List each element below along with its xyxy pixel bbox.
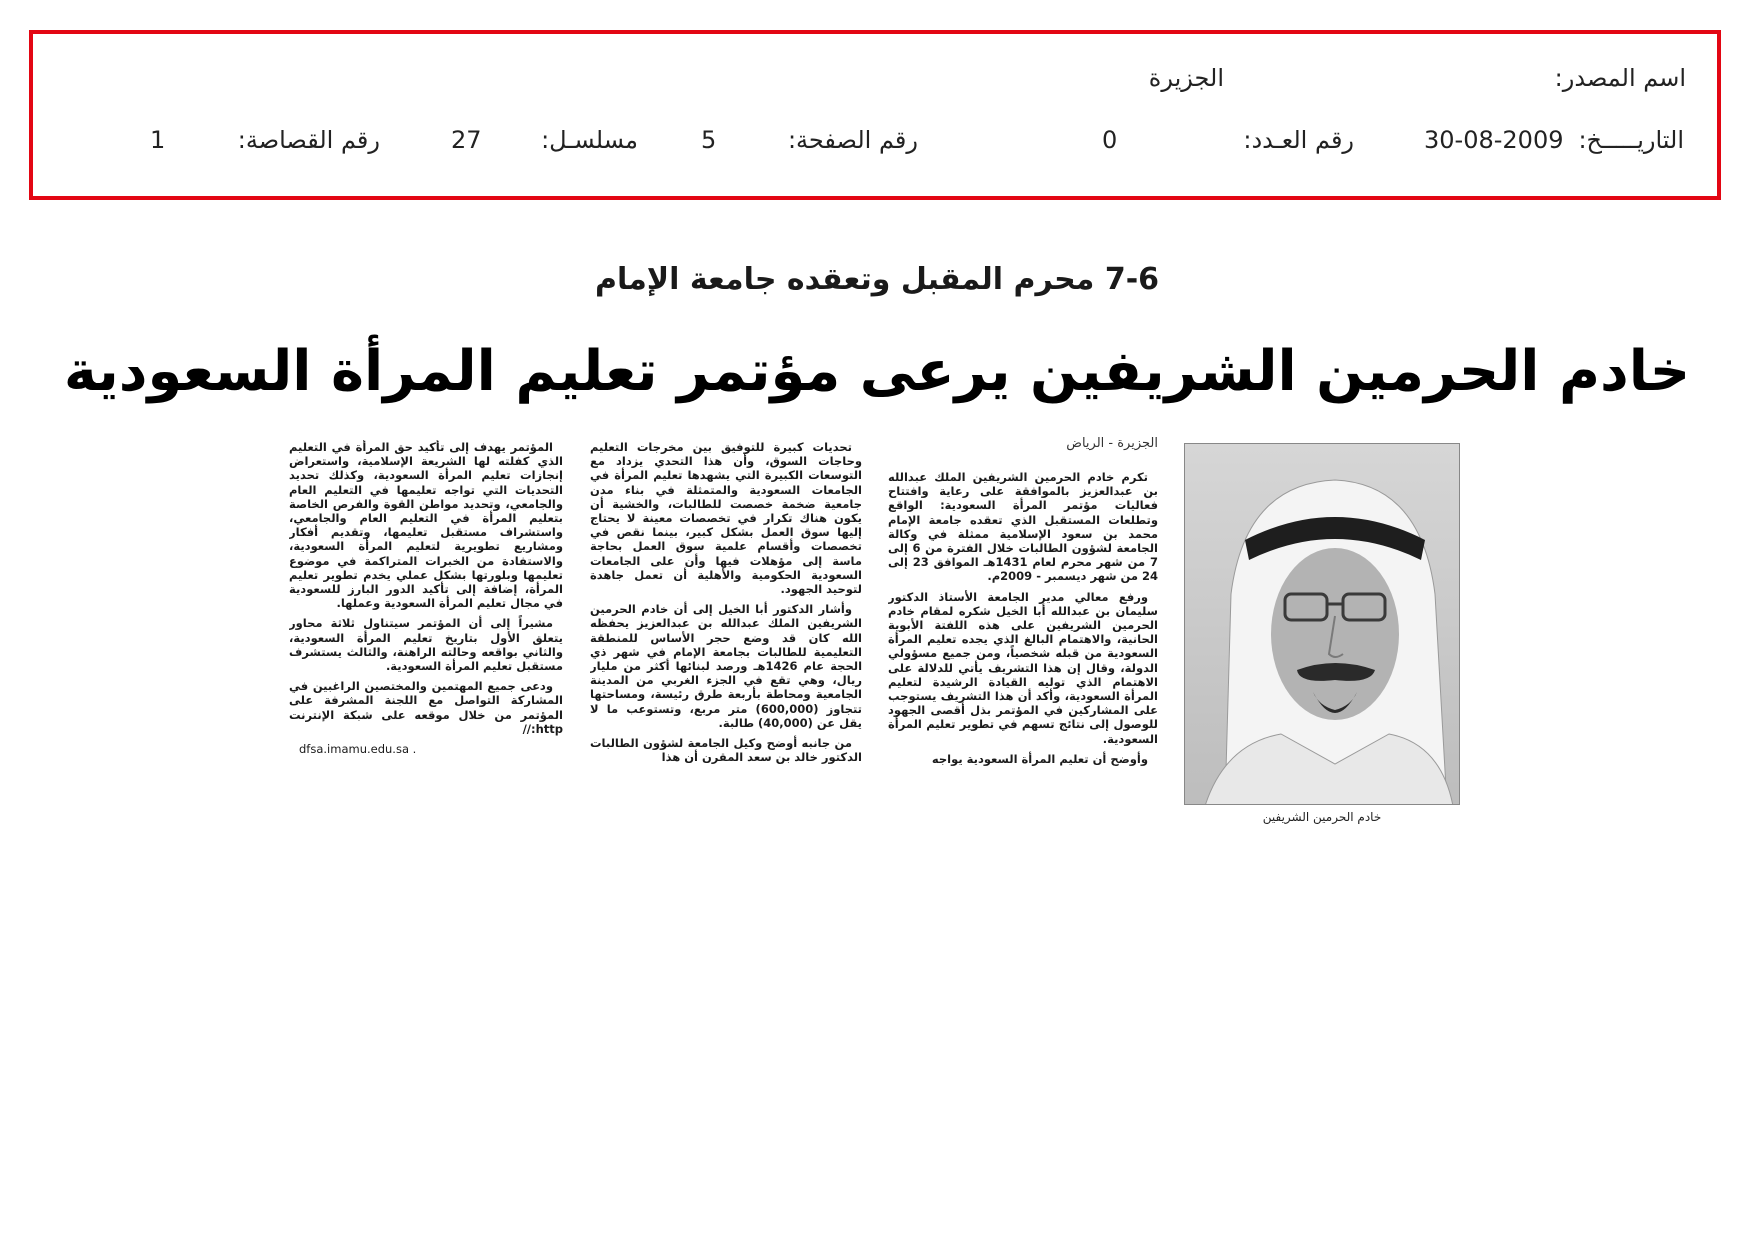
column-3-paragraph: مشيراً إلى أن المؤتمر سيتناول ثلاثة محاور يتعلق الأول بتاريخ تعليم المرأة السعودية، والثاني بواقعه وحالته الراهنة، والثالث يستشرف مستقبل تعليم المرأة السعودية. — [289, 616, 563, 674]
metadata-box — [29, 30, 1721, 200]
date-value: 30-08-2009 — [1424, 126, 1564, 154]
portrait-photo — [1184, 443, 1460, 805]
photo-caption: خادم الحرمين الشريفين — [1262, 810, 1382, 824]
source-label: اسم المصدر: — [1554, 64, 1686, 92]
article-byline: الجزيرة - الرياض — [1066, 436, 1158, 451]
article-column-3 — [289, 440, 563, 822]
article-column-2 — [590, 440, 862, 822]
column-3-paragraph: ودعى جميع المهتمين والمختصين الراغبين في المشاركة التواصل مع اللجنة المشرفة على المؤتمر من خلال موقعه على شبكة الإنترنت http:// — [289, 679, 563, 736]
issue-label: رقم العـدد: — [1243, 126, 1354, 154]
issue-value: 0 — [1102, 126, 1118, 154]
date-label: التاريـــــخ: — [1578, 126, 1684, 154]
article-kicker: 7-6 محرم المقبل وتعقده جامعة الإمام — [594, 262, 1160, 297]
column-3-paragraph: المؤتمر يهدف إلى تأكيد حق المرأة في التعليم الذي كفلته لها الشريعة الإسلامية، واستعراض إنجازات تعليم المرأة السعودية، وكذلك تحديد التحديات التي تواجه تعليمها في التعليم العام والجامعي، وتحديد مواطن القوة والفرص الخاصة بتعليم المرأة في التعليم العام والجامعي، واستشراف مستقبل تعليمها، وتقديم أفكار ومشاريع تطويرية لتعليم المرأة السعودية، والاستفادة من الخبرات المتراكمة في موضوع تعليمها وبلورتها بشكل عملي يخدم تطوير تعليم المرأة، إضافة إلى تأكيد الدور البارز للسعودية في مجال تعليم المرأة السعودية وعملها. — [289, 440, 563, 611]
column-1-paragraph: ورفع معالي مدير الجامعة الأستاذ الدكتور سليمان بن عبدالله أبا الخيل شكره لمقام خادم الحرمين الشريفين على هذه اللفتة الأبوية الحانية، والاهتمام البالغ الذي يجده تعليم المرأة السعودية من قبله شخصياً، ومن جميع مسؤولي الدولة، وقال إن هذا التشريف يأتي للدلالة على الاهتمام الذي توليه القيادة الرشيدة لتعليم المرأة السعودية، وأكد أن هذا التشريف يستوجب على المشاركين في المؤتمر بذل أقصى الجهود للوصول إلى نتائج تسهم في تطوير تعليم المرأة السعودية. — [888, 589, 1158, 746]
clip-label: رقم القصاصة: — [237, 126, 380, 154]
page-value: 5 — [701, 126, 717, 154]
article-headline: خادم الحرمين الشريفين يرعى مؤتمر تعليم المرأة السعودية — [63, 339, 1691, 404]
column-2-paragraph: تحديات كبيرة للتوفيق بين مخرجات التعليم وحاجات السوق، وأن هذا التحدي يزداد مع التوسعات الكبيرة التي يشهدها تعليم المرأة في الجامعات السعودية والمتمثلة في بناء مدن جامعية ضخمة خصصت للطالبات، والخشية أن يكون هناك تكرار في تخصصات معينة لا يحتاج إليها سوق العمل بشكل كبير، بينما نقص في تخصصات وأقسام علمية سوق العمل بحاجة ماسة إلى مؤهلات فيها وأن على الجامعات السعودية الحكومية والأهلية أن تعمل جاهدة لتوحيد الجهود. — [590, 440, 862, 597]
portrait-illustration — [1185, 444, 1460, 805]
serial-value: 27 — [451, 126, 482, 154]
column-1-paragraph: تكرم خادم الحرمين الشريفين الملك عبدالله بن عبدالعزيز بالموافقة على رعاية وافتتاح فعاليات مؤتمر المرأة السعودية: الواقع وتطلعات المستقبل الذي تعقده جامعة الإمام محمد بن سعود الإسلامية ممثلة في وكالة الجامعة لشؤون الطالبات خلال الفترة من 6 إلى 7 من شهر محرم لعام 1431هـ الموافق 23 إلى 24 من شهر ديسمبر - 2009م. — [888, 470, 1158, 584]
page-label: رقم الصفحة: — [787, 126, 918, 154]
clip-value: 1 — [150, 126, 166, 154]
column-2-paragraph: من جانبه أوضح وكيل الجامعة لشؤون الطالبات الدكتور خالد بن سعد المقرن أن هذا — [590, 736, 862, 765]
conference-url: dfsa.imamu.edu.sa . — [299, 742, 417, 757]
column-1-paragraph: وأوضح أن تعليم المرأة السعودية يواجه — [931, 751, 1148, 766]
source-value: الجزيرة — [1148, 64, 1224, 92]
serial-label: مسلسـل: — [541, 126, 638, 154]
column-2-paragraph: وأشار الدكتور أبا الخيل إلى أن خادم الحرمين الشريفين الملك عبدالله بن عبدالعزيز يحفظه الله كان قد وضع حجر الأساس للمنطقة التعليمية للطالبات بجامعة الإمام في شهر ذي الحجة عام 1426هـ ورصد لبنائها أكثر من مليار ريال، وهي تقع في الجزء الغربي من المدينة الجامعية ومحاطة بأربعة طرق رئيسة، ومساحتها تتجاوز (600,000) متر مربع، وتستوعب ما لا يقل عن (40,000) طالبة. — [590, 602, 862, 730]
article-column-1 — [888, 470, 1158, 822]
